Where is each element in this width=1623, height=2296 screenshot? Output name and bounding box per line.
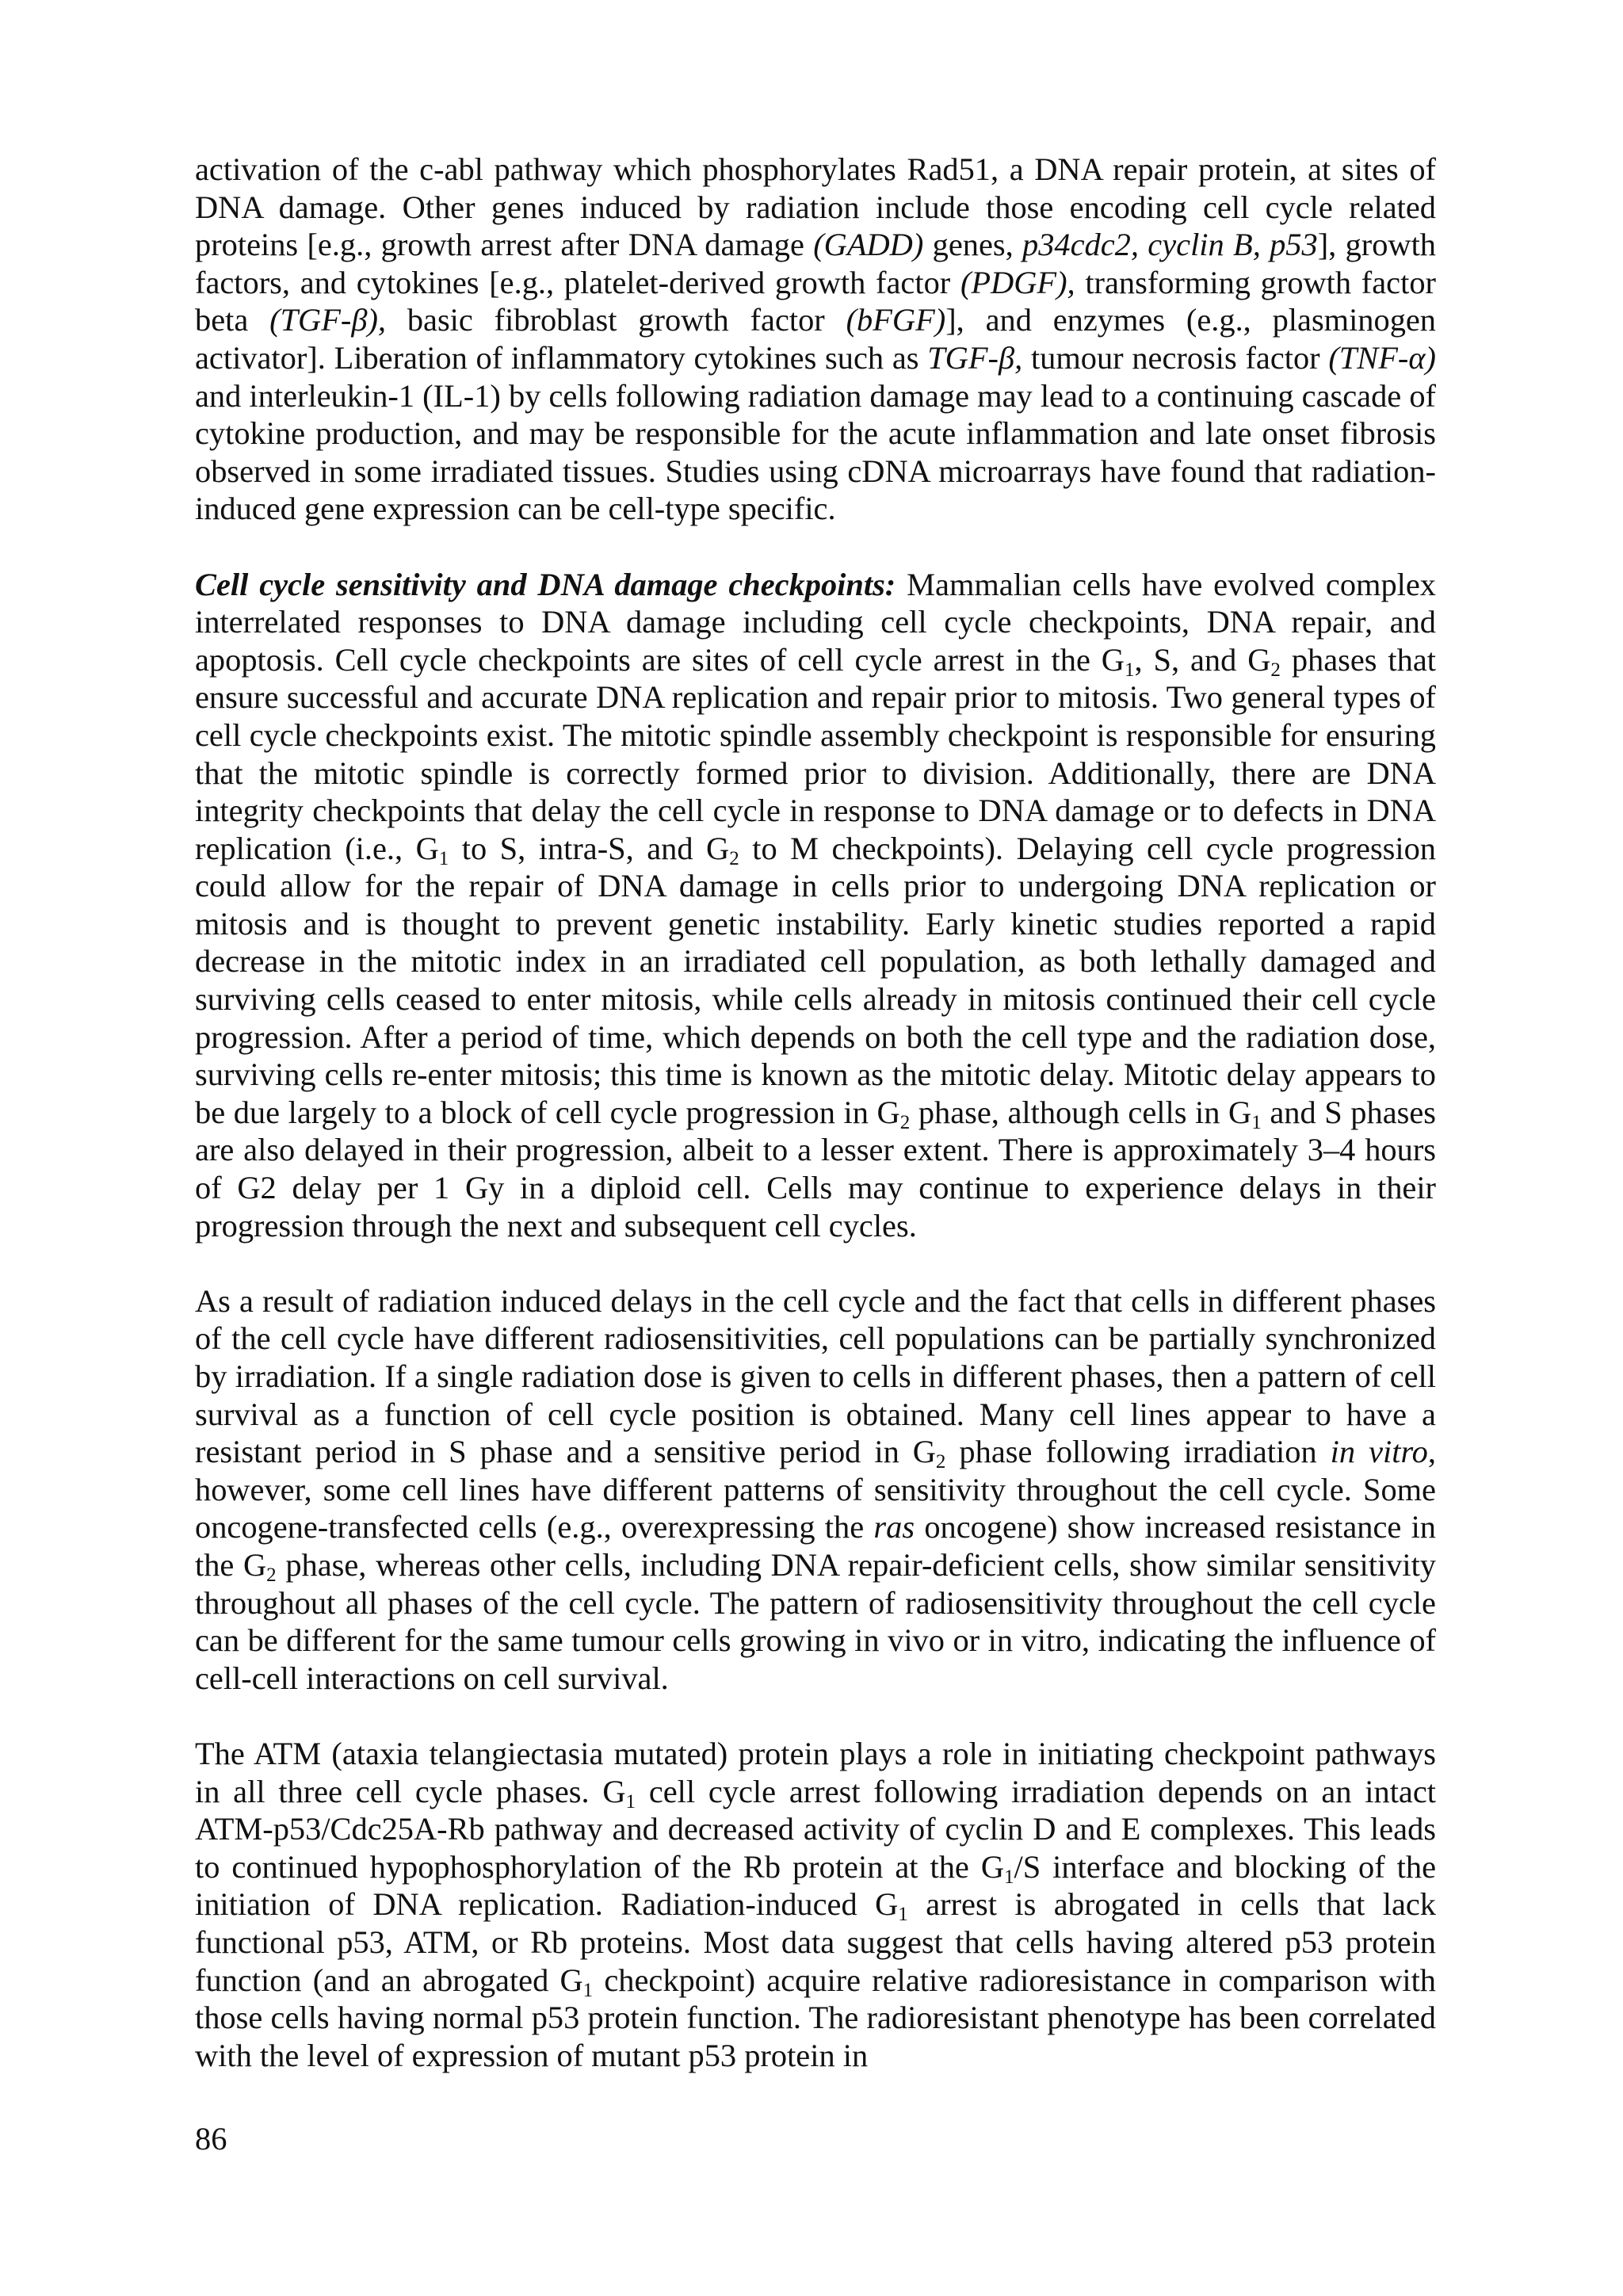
section-heading: Cell cycle sensitivity and DNA damage checkpoints: [195,566,896,602]
text-run: basic fibroblast growth factor [386,302,846,338]
text-run: cell cycle arrest following irradiation depends on an intact ATM-p53/Cdc25A-Rb pathway and decreased activity of cyclin D and E complexes. This leads to continued hypophosphorylation of the Rb protein at the G [195,1773,1437,1885]
text-run: transforming growth factor beta [195,264,1436,338]
italic-term: (TNF-α) [1328,339,1437,376]
text-run: phase, although cells in G [910,1094,1252,1130]
subscript: 2 [899,1111,911,1133]
italic-term: TGF-β, [927,339,1023,376]
text-run: , S, and G [1134,641,1271,678]
subscript: 1 [898,1904,908,1926]
italic-term: (GADD) [813,227,924,263]
subscript: 1 [1251,1111,1262,1133]
italic-term: (TGF-β), [269,302,386,338]
text-run: ], growth factors, and cytokines [e.g., platelet-derived growth factor [195,227,1436,300]
text-run: , however, some cell lines have different patterns of sensitivity throughout the cell cycle. Some oncogene-transfected cells (e.g., overexpressing the [195,1434,1436,1545]
text-run: to M checkpoints). Delaying cell cycle progression could allow for the repair of DNA damage in cells prior to undergoing DNA replication or mitosis and is thought to prevent genetic instability. Early kinetic studies reported a rapid decrease in the mitotic index in an irradiated cell population, as both lethally damaged and surviving cells ceased to enter mitosis, while cells already in mitosis continued their cell cycle progression. After a period of time, which depends on both the cell type and the radiation dose, surviving cells re-enter mitosis; this time is known as the mitotic delay. Mitotic delay appears to be due largely to a block of cell cycle progression in G [195,830,1436,1130]
text-run: and interleukin-1 (IL-1) by cells following radiation damage may lead to a continuing cascade of cytokine production, and may be responsible for the acute inflammation and late onset fibrosis observed in some irradiated tissues. Studies using cDNA microarrays have found that radiation-induced gene expression can be cell-type specific. [195,377,1436,527]
text-run: checkpoint) acquire relative radioresistance in comparison with those cells having normal p53 protein function. The radioresistant phenotype has been correlated with the level of expression of mutant p53 protein in [195,1962,1437,2073]
text-run: and S phases are also delayed in their progression, albeit to a lesser extent. There is approximately 3–4 hours of G2 delay per 1 Gy in a diploid cell. Cells may continue to experience delays in their progression through the next and subsequent cell cycles. [195,1094,1436,1244]
page-number: 86 [195,2121,227,2157]
subscript: 2 [935,1451,946,1473]
subscript: 1 [625,1790,636,1813]
text-run: The ATM (ataxia telangiectasia mutated) protein plays a role in initiating checkpoint pathways in all three cell cycle phases. G [195,1735,1436,1809]
text-run: to S, intra-S, and G [449,830,730,866]
subscript: 2 [1270,659,1281,681]
page-body [195,151,1436,2112]
text-run: arrest is abrogated in cells that lack functional p53, ATM, or Rb proteins. Most data suggest that cells having altered p53 protein function (and an abrogated G [195,1886,1436,1998]
subscript: 2 [729,847,739,869]
subscript: 1 [582,1979,594,2001]
text-run: ], and enzymes (e.g., plasminogen activator]. Liberation of inflammatory cytokines such as [195,302,1437,376]
text-run: /S interface and blocking of the initiation of DNA replication. Radiation-induced G [195,1848,1436,1923]
text-run: activation of the c-abl pathway which phosphorylates Rad51, a DNA repair protein, at sites of DNA damage. Other genes induced by radiation include those encoding cell cycle related proteins [e.g., growth arrest after DNA damage [195,151,1436,263]
subscript: 1 [1004,1866,1014,1888]
italic-term: (bFGF) [846,302,946,338]
italic-term: in vitro [1330,1434,1428,1470]
subscript: 1 [438,847,449,869]
text-run: Mammalian cells have evolved complex interrelated responses to DNA damage including cell cycle checkpoints, DNA repair, and apoptosis. Cell cycle checkpoints are sites of cell cycle arrest in the G [195,566,1436,678]
subscript: 1 [1124,659,1135,681]
text-run: genes, [923,227,1023,263]
italic-term: p34cdc2, cyclin B, p53 [1022,227,1318,263]
paragraph [195,151,1436,528]
text-run: phase following irradiation [945,1434,1331,1470]
text-run: As a result of radiation induced delays in the cell cycle and the fact that cells in different phases of the cell cycle have different radiosensitivities, cell populations can be partially synchronized by irradiation. If a single radiation dose is given to cells in different phases, then a pattern of cell survival as a function of cell cycle position is obtained. Many cell lines appear to have a resistant period in S phase and a sensitive period in G [195,1282,1436,1470]
text-run: phases that ensure successful and accurate DNA replication and repair prior to mitosis. Two general types of cell cycle checkpoints exist. The mitotic spindle assembly checkpoint is responsible for ensuring that the mitotic spindle is correctly formed prior to division. Additionally, there are DNA integrity checkpoints that delay the cell cycle in response to DNA damage or to defects in DNA replication (i.e., G [195,641,1436,866]
italic-term: ras [873,1509,915,1545]
paragraph [195,1282,1436,1698]
paragraph [195,566,1436,1245]
text-run: tumour necrosis factor [1022,339,1329,376]
text-run: phase, whereas other cells, including DNA repair-deficient cells, show similar sensitivity throughout all phases of the cell cycle. The pattern of radiosensitivity throughout the cell cycle can be different for the same tumour cells growing in vivo or in vitro, indicating the influence of cell-cell interactions on cell survival. [195,1546,1436,1696]
text-run: oncogene) show increased resistance in the G [195,1509,1436,1583]
paragraph [195,1735,1436,2074]
italic-term: (PDGF), [960,264,1075,300]
subscript: 2 [266,1564,277,1586]
